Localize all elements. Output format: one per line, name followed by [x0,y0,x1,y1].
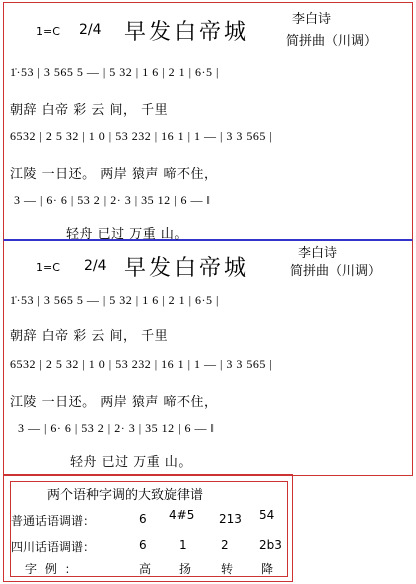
song-title: 早发白帝城 [124,256,250,281]
lyricist: 李白诗 [292,12,332,27]
legend-cell: 1 [179,538,187,552]
legend-row-label: 普通话语调谱： [11,514,96,528]
key-signature: 1=C [36,25,60,38]
legend-cell: 2 [221,538,229,552]
notation-line-1: 1̇·53 | 3 565 5 — | 5 32 | 1 6 | 2 1 | 6·5 | [10,293,219,307]
legend-cell: 213 [219,512,242,526]
composer: 简拼曲（川调） [286,34,378,49]
tone-legend [3,474,293,582]
lyrics-line-2: 江陵 一日还。 两岸 猿声 啼不住， [10,395,218,410]
notation-line-3: 3 — | 6· 6 | 53 2 | 2· 3 | 35 12 | 6 — ‖ [18,421,215,435]
legend-cell: 转 [221,562,234,576]
lyrics-line-1: 朝辞 白帝 彩 云 间， 千里 [10,103,169,118]
legend-cell: 6 [139,538,147,552]
legend-cell: 6 [139,512,147,526]
lyrics-line-1: 朝辞 白帝 彩 云 间， 千里 [10,329,169,344]
lyrics-line-3: 轻舟 已过 万重 山。 [70,455,192,470]
song-title: 早发白帝城 [124,20,250,45]
notation-line-2: 6532 | 2 5 32 | 1 0 | 53 232 | 16 1 | 1 — | 3 3 565 | [10,129,273,143]
legend-cell: 54 [259,508,275,522]
legend-row-label: 四川话语调谱： [11,540,96,554]
tone-legend-frame [10,481,288,577]
lyricist: 李白诗 [298,246,338,261]
key-signature: 1=C [36,261,60,274]
notation-line-3: 3 — | 6· 6 | 53 2 | 2· 3 | 35 12 | 6 — ‖ [14,193,211,207]
legend-cell: 降 [261,562,274,576]
legend-cell: 高 [139,562,152,576]
legend-title: 两个语种字调的大致旋律谱 [47,488,204,503]
legend-cell: 2b3 [259,538,282,552]
time-signature: 2/4 [79,22,102,38]
notation-line-2: 6532 | 2 5 32 | 1 0 | 53 232 | 16 1 | 1 — | 3 3 565 | [10,357,273,371]
composer: 简拼曲（川调） [290,264,382,279]
score-panel-2 [3,240,413,476]
legend-cell: 4#5 [169,508,195,522]
time-signature: 2/4 [84,258,107,274]
legend-row-label: 字 例 ： [25,562,79,576]
notation-line-1: 1̇·53 | 3 565 5 — | 5 32 | 1 6 | 2 1 | 6·5 | [10,65,219,79]
score-panel-1 [3,2,413,240]
lyrics-line-3: 轻舟 已过 万重 山。 [66,227,188,242]
lyrics-line-2: 江陵 一日还。 两岸 猿声 啼不住， [10,167,218,182]
legend-cell: 扬 [179,562,192,576]
